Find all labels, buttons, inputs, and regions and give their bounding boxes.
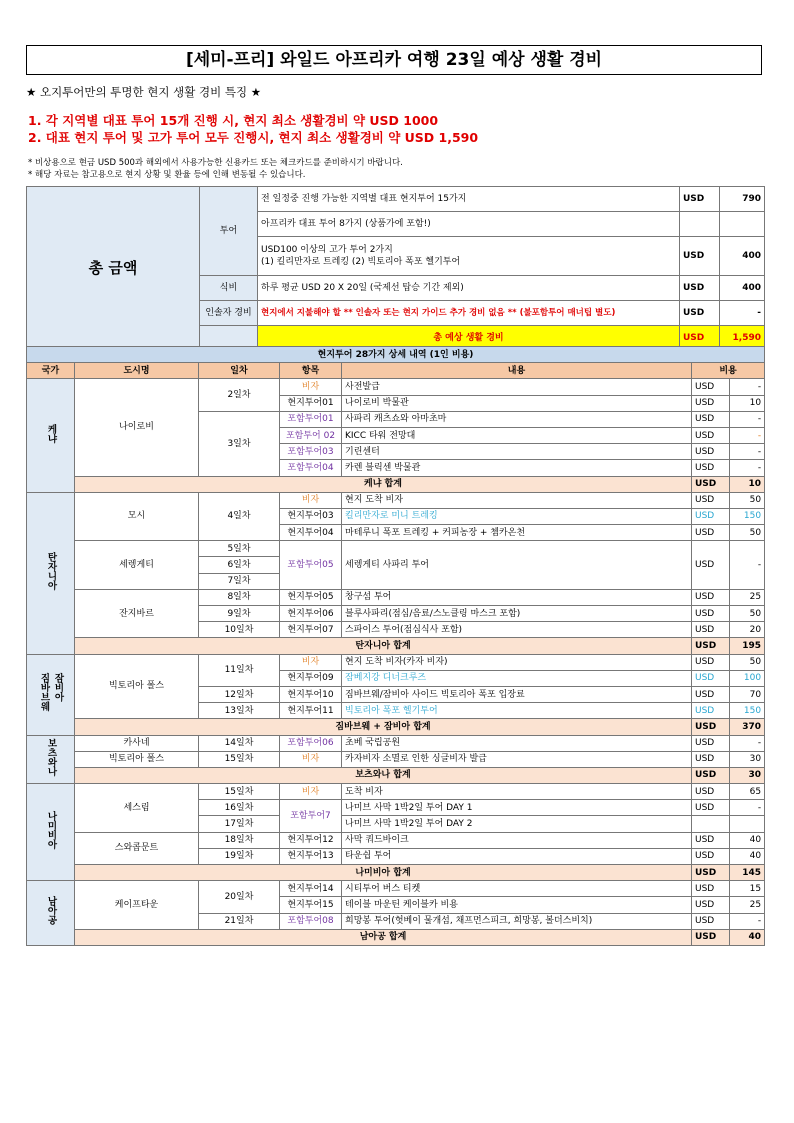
content-cell: 나미브 사막 1박2일 투어 DAY 1: [342, 800, 692, 816]
day-cell: 15일차: [199, 784, 280, 800]
item-cell: 포함투어04: [280, 460, 342, 476]
cur-cell: USD: [692, 427, 730, 443]
guide-label: 인솔자 경비: [200, 301, 258, 326]
country-kenya: [27, 379, 75, 492]
day-cell: 4일차: [199, 492, 280, 541]
cur-cell: USD: [692, 541, 730, 590]
day-cell: 6일차: [199, 557, 280, 573]
item-cell: 현지투어01: [280, 395, 342, 411]
item-cell: 포함투어08: [280, 913, 342, 929]
cur-cell: USD: [692, 622, 730, 638]
summary-desc: 전 일정중 진행 가능한 지역별 대표 현지투어 15가지: [258, 187, 680, 212]
amt-cell: -: [730, 735, 765, 751]
content-cell: 빅토리아 폭포 헬기투어: [342, 703, 692, 719]
subtotal-cur: USD: [692, 638, 730, 654]
day-cell: 3일차: [199, 411, 280, 476]
item-cell: 비자: [280, 751, 342, 767]
summary-cur: [680, 212, 720, 237]
cur-cell: USD: [692, 395, 730, 411]
grand-amt: 1,590: [720, 326, 765, 351]
day-cell: 20일차: [199, 881, 280, 913]
cur-cell: USD: [692, 379, 730, 395]
subtotal-amt: 40: [730, 929, 765, 945]
item-cell: 포함투어05: [280, 541, 342, 590]
item-cell: 비자: [280, 654, 342, 670]
subtotal-label: 남아공 합계: [75, 929, 692, 945]
content-cell: 테이블 마운틴 케이블카 비용: [342, 897, 692, 913]
content-cell: 카자비자 소멸로 인한 싱글비자 발급: [342, 751, 692, 767]
country-label: 나미비아: [45, 810, 57, 849]
amt-cell: 30: [730, 751, 765, 767]
item-cell: 현지투어11: [280, 703, 342, 719]
country-label: 케냐: [45, 423, 57, 443]
grand-cur: USD: [680, 326, 720, 351]
item-cell: 포함투어01: [280, 411, 342, 427]
amt-cell: 40: [730, 832, 765, 848]
item-cell: 포함투어 02: [280, 427, 342, 443]
country-botswana: [27, 735, 75, 784]
features-heading: ★ 오지투어만의 투명한 현지 생활 경비 특징 ★: [26, 85, 262, 99]
cur-cell: USD: [692, 460, 730, 476]
summary-amt: 790: [720, 187, 765, 212]
content-cell: 희망봉 투어(헛베이 물개섬, 채프먼스피크, 희망봉, 볼더스비치): [342, 913, 692, 929]
red-line-1: 1. 각 지역별 대표 투어 15개 진행 시, 현지 최소 생활경비 약 USD 1000: [28, 113, 439, 128]
item-cell: 현지투어04: [280, 525, 342, 541]
subtotal-label: 케냐 합계: [75, 476, 692, 492]
amt-cell: 15: [730, 881, 765, 897]
table-row: [27, 832, 765, 848]
day-cell: 11일차: [199, 654, 280, 686]
content-cell: 킬리만자로 미니 트레킹: [342, 508, 692, 524]
subtotal-row: [27, 719, 765, 735]
guide-cur: USD: [680, 301, 720, 326]
col-day: 일차: [199, 363, 280, 379]
content-cell: 초베 국립공원: [342, 735, 692, 751]
amt-cell: 50: [730, 492, 765, 508]
subtotal-amt: 10: [730, 476, 765, 492]
item-cell: 비자: [280, 379, 342, 395]
food-label: 식비: [200, 276, 258, 301]
subtotal-row: [27, 638, 765, 654]
day-cell: 14일차: [199, 735, 280, 751]
content-cell: 나미브 사막 1박2일 투어 DAY 2: [342, 816, 692, 832]
table-row: [27, 881, 765, 897]
city-cell: 스와콥문트: [75, 832, 199, 864]
col-content: 내용: [342, 363, 692, 379]
cur-cell: USD: [692, 913, 730, 929]
day-cell: 18일차: [199, 832, 280, 848]
summary-amt: [720, 212, 765, 237]
subtotal-row: [27, 929, 765, 945]
day-cell: 7일차: [199, 573, 280, 589]
amt-cell: 50: [730, 606, 765, 622]
table-row: [27, 492, 765, 508]
day-cell: 12일차: [199, 686, 280, 702]
city-cell: 케이프타운: [75, 881, 199, 930]
col-country: 국가: [27, 363, 75, 379]
country-label: 남아공: [45, 896, 57, 925]
red-line-2: 2. 대표 현지 투어 및 고가 투어 모두 진행시, 현지 최소 생활경비 약 USD 1,590: [28, 130, 479, 145]
amt-cell: 50: [730, 654, 765, 670]
city-cell: 세렝게티: [75, 541, 199, 590]
content-cell: 나이로비 박물관: [342, 395, 692, 411]
cur-cell: USD: [692, 411, 730, 427]
amt-cell: 40: [730, 848, 765, 864]
city-cell: 잔지바르: [75, 589, 199, 638]
country-label-zimbabwe: 짐바브웨: [38, 673, 50, 712]
cur-cell: USD: [692, 606, 730, 622]
item-cell: 현지투어14: [280, 881, 342, 897]
city-cell: 모시: [75, 492, 199, 541]
cur-cell: USD: [692, 492, 730, 508]
cur-cell: USD: [692, 654, 730, 670]
day-cell: 19일차: [199, 848, 280, 864]
subtotal-cur: USD: [692, 865, 730, 881]
cur-cell: USD: [692, 670, 730, 686]
subtotal-amt: 145: [730, 865, 765, 881]
amt-cell: 100: [730, 670, 765, 686]
subtotal-cur: USD: [692, 476, 730, 492]
item-cell: 현지투어10: [280, 686, 342, 702]
amt-cell: 20: [730, 622, 765, 638]
content-cell: 기린센터: [342, 444, 692, 460]
item-cell: 포함투어06: [280, 735, 342, 751]
content-cell: 현지 도착 비자: [342, 492, 692, 508]
cur-cell: USD: [692, 444, 730, 460]
cur-cell: USD: [692, 508, 730, 524]
cur-cell: USD: [692, 703, 730, 719]
cur-cell: USD: [692, 589, 730, 605]
item-cell: 현지투어06: [280, 606, 342, 622]
content-cell: 잠베지강 디너크루즈: [342, 670, 692, 686]
food-cur: USD: [680, 276, 720, 301]
note-2: * 해당 자료는 참고용으로 현지 상황 및 환율 등에 인해 변동될 수 있습니다.: [28, 170, 306, 180]
country-label-zambia: 잠비아: [52, 673, 64, 702]
subtotal-cur: USD: [692, 929, 730, 945]
detail-table: [26, 346, 765, 946]
content-cell: KICC 타워 전망대: [342, 427, 692, 443]
content-cell: 도착 비자: [342, 784, 692, 800]
day-cell: 21일차: [199, 913, 280, 929]
content-cell: 세렝게티 사파리 투어: [342, 541, 692, 590]
summary-desc-multi: [258, 237, 680, 276]
amt-cell: -: [730, 460, 765, 476]
content-cell: 스파이스 투어(점심식사 포함): [342, 622, 692, 638]
header-row: [27, 363, 765, 379]
item-cell: 현지투어07: [280, 622, 342, 638]
amt-cell: [730, 816, 765, 832]
cur-cell: [692, 816, 730, 832]
subtotal-label: 나미비아 합계: [75, 865, 692, 881]
subtotal-label: 탄자니아 합계: [75, 638, 692, 654]
summary-row: [27, 187, 765, 212]
subtotal-label: 짐바브웨 + 잠비아 합계: [75, 719, 692, 735]
amt-cell: -: [730, 800, 765, 816]
day-cell: 10일차: [199, 622, 280, 638]
item-cell: 현지투어03: [280, 508, 342, 524]
content-cell: 창구섬 투어: [342, 589, 692, 605]
city-cell: 카사네: [75, 735, 199, 751]
subtotal-amt: 30: [730, 767, 765, 783]
content-cell: 타운쉽 투어: [342, 848, 692, 864]
cur-cell: USD: [692, 784, 730, 800]
detail-title: 현지투어 28가지 상세 내역 (1인 비용): [27, 347, 765, 363]
item-cell: 현지투어15: [280, 897, 342, 913]
city-cell: 빅토리아 폴스: [75, 654, 199, 719]
day-cell: 15일차: [199, 751, 280, 767]
amt-cell: -: [730, 427, 765, 443]
detail-title-row: [27, 347, 765, 363]
amt-cell: -: [730, 913, 765, 929]
table-row: [27, 784, 765, 800]
content-cell: 마테루니 폭포 트레킹 + 커피농장 + 쳄카온천: [342, 525, 692, 541]
amt-cell: -: [730, 444, 765, 460]
col-city: 도시명: [75, 363, 199, 379]
amt-cell: 25: [730, 589, 765, 605]
summary-cur: USD: [680, 187, 720, 212]
cur-cell: USD: [692, 525, 730, 541]
day-cell: 17일차: [199, 816, 280, 832]
content-cell: 카렌 블릭센 박물관: [342, 460, 692, 476]
tour-label: 투어: [200, 187, 258, 276]
amt-cell: -: [730, 379, 765, 395]
amt-cell: 50: [730, 525, 765, 541]
amt-cell: 65: [730, 784, 765, 800]
country-label: 보츠와나: [45, 737, 57, 776]
cur-cell: USD: [692, 848, 730, 864]
item-cell: 비자: [280, 492, 342, 508]
city-cell: 세스림: [75, 784, 199, 833]
cur-cell: USD: [692, 881, 730, 897]
content-cell: 짐바브웨/잠비아 사이드 빅토리아 폭포 입장료: [342, 686, 692, 702]
summary-table: [26, 186, 765, 351]
day-cell: 9일차: [199, 606, 280, 622]
subtotal-cur: USD: [692, 767, 730, 783]
subtotal-row: [27, 767, 765, 783]
cur-cell: USD: [692, 735, 730, 751]
country-southafrica: [27, 881, 75, 946]
guide-amt: -: [720, 301, 765, 326]
day-cell: 5일차: [199, 541, 280, 557]
content-cell: 사전발급: [342, 379, 692, 395]
summary-desc: 아프리카 대표 투어 8가지 (상품가에 포함!): [258, 212, 680, 237]
col-item: 항목: [280, 363, 342, 379]
item-cell: 현지투어13: [280, 848, 342, 864]
item-cell: 현지투어12: [280, 832, 342, 848]
item-cell: 비자: [280, 784, 342, 800]
subtotal-cur: USD: [692, 719, 730, 735]
item-cell: 현지투어05: [280, 589, 342, 605]
summary-amt: 400: [720, 237, 765, 276]
amt-cell: 150: [730, 703, 765, 719]
col-cost: 비용: [692, 363, 765, 379]
cur-cell: USD: [692, 751, 730, 767]
page-title: [세미-프리] 와일드 아프리카 여행 23일 예상 생활 경비: [26, 45, 762, 75]
cur-cell: USD: [692, 897, 730, 913]
table-row: [27, 379, 765, 395]
content-cell: 사막 쿼드바이크: [342, 832, 692, 848]
country-tanzania: [27, 492, 75, 654]
amt-cell: 70: [730, 686, 765, 702]
item-cell: 포함투어7: [280, 800, 342, 832]
grand-label: 총 예상 생활 경비: [258, 326, 680, 351]
item-cell: 현지투어09: [280, 670, 342, 686]
item-cell: 포함투어03: [280, 444, 342, 460]
summary-cur: USD: [680, 237, 720, 276]
day-cell: 2일차: [199, 379, 280, 411]
amt-cell: 25: [730, 897, 765, 913]
content-cell: 시티투어 버스 티켓: [342, 881, 692, 897]
total-label: 총 금액: [27, 187, 200, 351]
cur-cell: USD: [692, 832, 730, 848]
cur-cell: USD: [692, 686, 730, 702]
content-cell: 현지 도착 비자(카자 비자): [342, 654, 692, 670]
subtotal-row: [27, 476, 765, 492]
amt-cell: -: [730, 411, 765, 427]
day-cell: 13일차: [199, 703, 280, 719]
food-amt: 400: [720, 276, 765, 301]
food-desc: 하루 평균 USD 20 X 20일 (국제선 탑승 기간 제외): [258, 276, 680, 301]
country-zimzam: [27, 654, 75, 735]
amt-cell: -: [730, 541, 765, 590]
summary-desc: USD100 이상의 고가 투어 2가지: [261, 245, 393, 255]
amt-cell: 10: [730, 395, 765, 411]
content-cell: 블루사파리(점심/음료/스노클링 마스크 포함): [342, 606, 692, 622]
summary-desc-2: (1) 킬리만자로 트레킹 (2) 빅토리아 폭포 헬기투어: [261, 257, 461, 267]
subtotal-amt: 195: [730, 638, 765, 654]
city-cell: 빅토리아 폴스: [75, 751, 199, 767]
cur-cell: USD: [692, 800, 730, 816]
table-row: [27, 735, 765, 751]
subtotal-row: [27, 865, 765, 881]
table-row: [27, 589, 765, 605]
subtotal-label: 보츠와나 합계: [75, 767, 692, 783]
day-cell: 8일차: [199, 589, 280, 605]
table-row: [27, 751, 765, 767]
content-cell: 사파리 캐츠쇼와 아마초마: [342, 411, 692, 427]
subtotal-amt: 370: [730, 719, 765, 735]
guide-desc: 현지에서 지불해야 할 ** 인솔자 또는 현지 가이드 추가 경비 없음 ** (불포함투어 매너팁 별도): [258, 301, 680, 326]
note-1: * 비상용으로 현금 USD 500과 해외에서 사용가능한 신용카드 또는 체크카드를 준비하시기 바랍니다.: [28, 158, 403, 168]
day-cell: 16일차: [199, 800, 280, 816]
amt-cell: 150: [730, 508, 765, 524]
country-label: 탄자니아: [45, 551, 57, 590]
table-row: [27, 541, 765, 557]
table-row: [27, 654, 765, 670]
city-cell: 나이로비: [75, 379, 199, 476]
country-namibia: [27, 784, 75, 881]
